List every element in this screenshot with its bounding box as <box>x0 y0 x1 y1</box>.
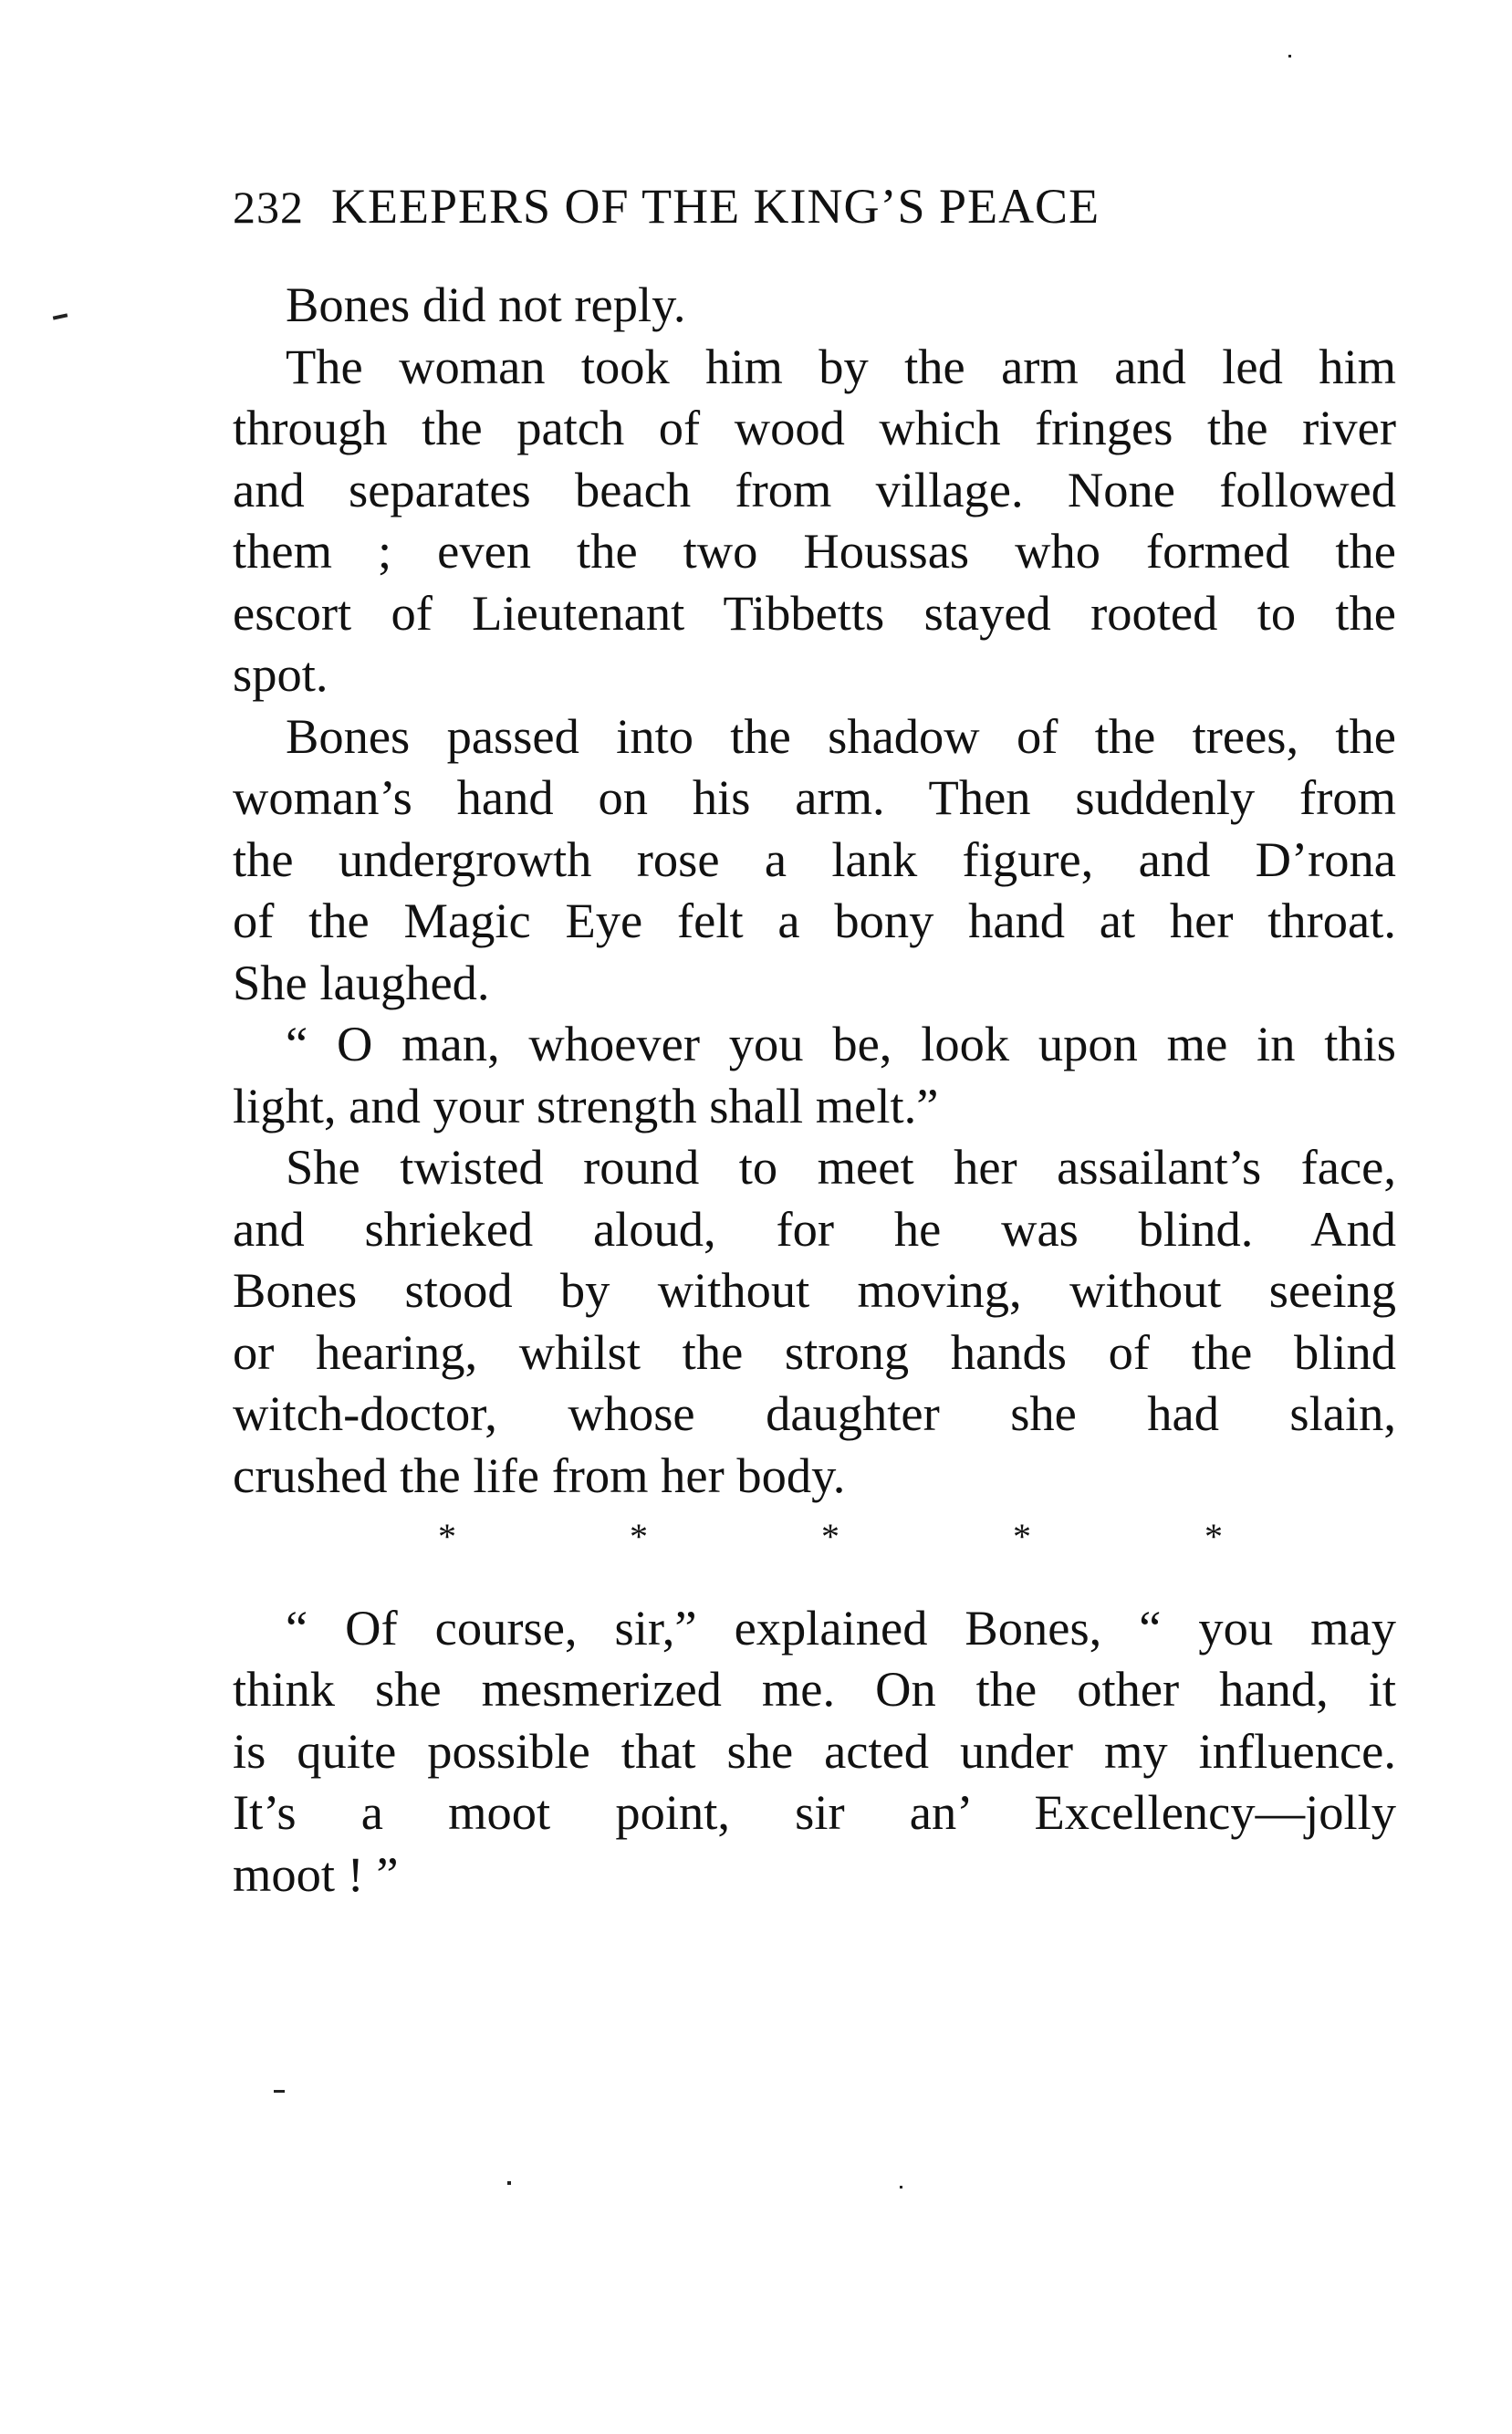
paragraph-line: is quite possible that she acted under my influence. <box>233 1722 1396 1779</box>
paragraph-line: through the patch of wood which fringes the river <box>233 400 1396 455</box>
paragraph-line: of the Magic Eye felt a bony hand at her throat. <box>233 893 1396 948</box>
asterisk: * <box>821 1516 839 1557</box>
asterisk: * <box>1013 1516 1031 1557</box>
print-speck <box>900 2186 902 2189</box>
print-speck <box>507 2181 511 2185</box>
section-break <box>438 1506 1223 1568</box>
print-speck <box>274 2090 285 2093</box>
spacer <box>233 1568 1396 1597</box>
paragraph-line: or hearing, whilst the strong hands of the blind <box>233 1323 1396 1380</box>
paragraph-line: The woman took him by the arm and led him <box>286 338 1396 394</box>
print-speck <box>1288 55 1291 57</box>
paragraph-line: spot. <box>233 646 328 702</box>
print-speck <box>53 313 68 319</box>
paragraph-line: She laughed. <box>233 954 490 1010</box>
paragraph-line: think she mesmerized me. On the other hand, it <box>233 1661 1396 1717</box>
paragraph-line: and shrieked aloud, for he was blind. And <box>233 1200 1396 1257</box>
paragraph-line: crushed the life from her body. <box>233 1447 846 1503</box>
paragraph-line: witch-doctor, whose daughter she had slain, <box>233 1385 1396 1441</box>
body-text <box>233 274 1396 1905</box>
asterisk: * <box>438 1516 456 1557</box>
asterisk: * <box>1204 1516 1223 1557</box>
paragraph-line: “ Of course, sir,” explained Bones, “ you may <box>286 1599 1396 1656</box>
running-header <box>233 173 1355 239</box>
paragraph-line: She twisted round to meet her assailant’s face, <box>286 1139 1396 1195</box>
paragraph-line: Bones did not reply. <box>286 277 686 332</box>
paragraph-line: Bones passed into the shadow of the trees, the <box>286 707 1396 764</box>
paragraph-line: moot ! ” <box>233 1845 399 1902</box>
page-number: 232 <box>233 182 304 233</box>
paragraph-line: “ O man, whoever you be, look upon me in this <box>286 1016 1396 1071</box>
paragraph-line: woman’s hand on his arm. Then suddenly from <box>233 769 1396 825</box>
paragraph-line: the undergrowth rose a lank figure, and D’rona <box>233 830 1396 887</box>
paragraph-line: them ; even the two Houssas who formed the <box>233 523 1396 579</box>
paragraph-line: light, and your strength shall melt.” <box>233 1077 939 1133</box>
paragraph-line: escort of Lieutenant Tibbetts stayed rooted to the <box>233 584 1396 641</box>
paragraph-line: It’s a moot point, sir an’ Excellency—jolly <box>233 1784 1396 1840</box>
asterisk: * <box>630 1516 648 1557</box>
paragraph-line: and separates beach from village. None followed <box>233 461 1396 517</box>
running-title: KEEPERS OF THE KING’S PEACE <box>331 179 1100 234</box>
paragraph-line: Bones stood by without moving, without seeing <box>233 1262 1396 1318</box>
